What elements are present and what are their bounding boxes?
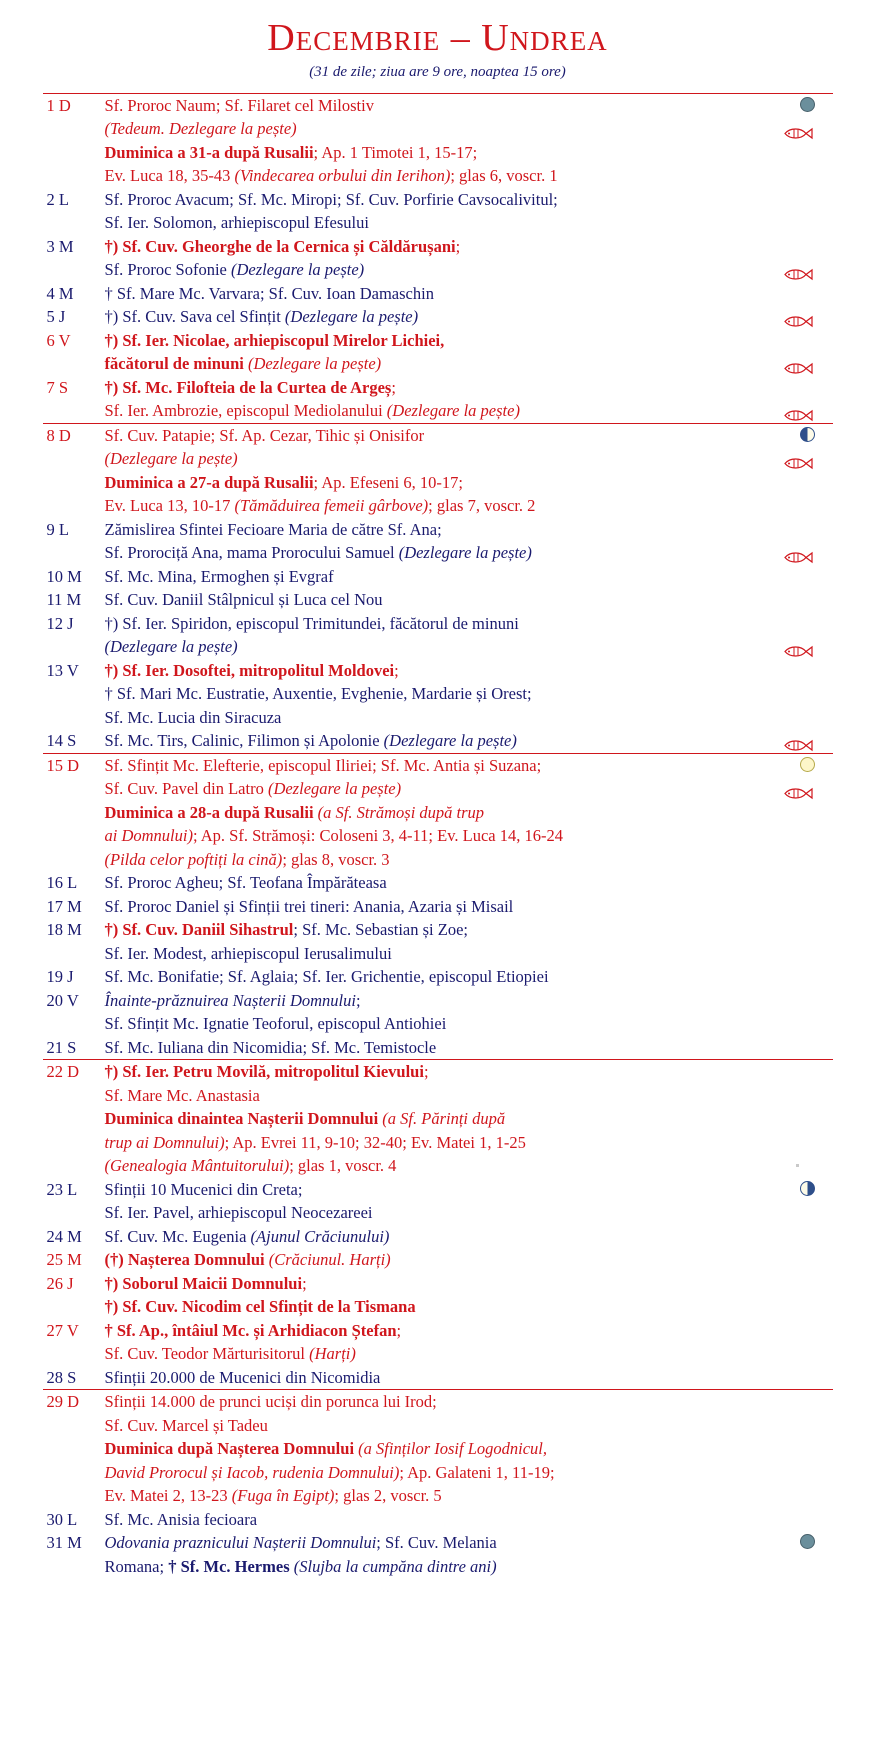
entry-text: ; glas 7, voscr. 2	[428, 496, 536, 516]
day-label: 9 L	[46, 519, 69, 539]
day-label: 28 S	[46, 1367, 77, 1387]
calendar-day-row	[43, 918, 833, 965]
entry-text: ai Domnului)	[104, 826, 193, 846]
entry-line	[105, 282, 805, 306]
fish-icon	[783, 551, 813, 564]
day-label: 24 M	[46, 1226, 82, 1246]
entry-text: Sf. Cuv. Daniil Stâlpnicul și Luca cel Nou	[104, 590, 383, 610]
entry-text: †) Sf. Cuv. Nicodim cel Sfințit de la Tismana	[104, 1297, 416, 1317]
entry-line	[105, 447, 805, 471]
day-label: 19 J	[46, 967, 74, 987]
entry-text: Odovania praznicului Nașterii Domnului	[104, 1533, 377, 1553]
entry-text: Sf. Cuv. Pavel din Latro	[104, 779, 268, 799]
entry-line	[105, 824, 805, 848]
entry-line	[105, 1178, 805, 1202]
entry-line	[105, 1555, 805, 1579]
entry-line	[105, 1225, 805, 1249]
page-artifact-dot	[796, 1164, 799, 1167]
entry-text: (a Sf. Strămoși după trup	[317, 802, 485, 822]
entry-line	[105, 965, 805, 989]
entry-line	[105, 1036, 805, 1060]
calendar-day-row	[43, 895, 833, 919]
entry-text: (Dezlegare la pește)	[231, 260, 365, 280]
day-entry	[105, 965, 833, 989]
day-label: 25 M	[46, 1250, 82, 1270]
entry-text: †) Sf. Mc. Filofteia de la Curtea de Argeș	[104, 377, 392, 397]
moon-phase-icon	[800, 1534, 815, 1549]
entry-line	[105, 188, 805, 212]
moon-phase-icon	[800, 1181, 815, 1196]
entry-text: ; Ap. Galateni 1, 11-19;	[399, 1462, 555, 1482]
entry-text: Sf. Ier. Pavel, arhiepiscopul Neocezareei	[104, 1203, 373, 1223]
entry-line	[105, 1461, 805, 1485]
entry-text: Sfinții 14.000 de prunci uciși din porunca lui Irod;	[104, 1392, 437, 1412]
entry-text: Înainte-prăznuirea Nașterii Domnului	[104, 990, 356, 1010]
entry-line	[105, 235, 805, 259]
calendar-day-row	[43, 965, 833, 989]
day-label: 20 V	[46, 990, 79, 1010]
entry-line	[105, 329, 805, 353]
fasting-mark	[783, 117, 827, 141]
entry-text: Zămislirea Sfintei Fecioare Maria de către Sf. Ana;	[104, 519, 442, 539]
entry-text: Sf. Ier. Solomon, arhiepiscopul Efesului	[104, 213, 369, 233]
fasting-mark	[783, 352, 827, 376]
entry-text: Sf. Proroc Agheu; Sf. Teofana Împărăteasa	[104, 873, 387, 893]
entry-text: (Tămăduirea femeii gârbove)	[234, 496, 429, 516]
entry-text: ;	[391, 377, 396, 397]
entry-line	[105, 211, 805, 235]
entry-text: Sf. Ier. Ambrozie, episcopul Mediolanului	[104, 401, 387, 421]
calendar-day-row	[43, 518, 833, 565]
entry-text: Ev. Matei 2, 13-23	[104, 1486, 232, 1506]
entry-text: † Sf. Mari Mc. Eustratie, Auxentie, Evghenie, Mardarie și Orest;	[104, 684, 532, 704]
entry-text: †) Sf. Cuv. Gheorghe de la Cernica și Căldărușani	[104, 236, 456, 256]
day-label: 23 L	[46, 1179, 78, 1199]
day-label: 7 S	[46, 377, 69, 397]
fasting-mark	[783, 447, 827, 471]
calendar-list	[43, 93, 833, 1579]
entry-text: (Vindecarea orbului din Ierihon)	[234, 166, 451, 186]
entry-text: †) Sf. Ier. Spiridon, episcopul Trimitundei, făcătorul de minuni	[104, 613, 519, 633]
entry-text: (Dezlegare la pește)	[284, 307, 419, 327]
entry-line	[105, 258, 805, 282]
day-entry	[105, 989, 833, 1036]
calendar-day-row	[43, 754, 833, 872]
day-entry	[105, 729, 833, 753]
entry-line	[105, 1414, 805, 1438]
entry-text: Sf. Cuv. Mc. Eugenia	[104, 1226, 251, 1246]
calendar-week	[43, 753, 833, 1060]
day-label: 16 L	[46, 873, 78, 893]
entry-text: † Sf. Ap., întâiul Mc. și Arhidiacon Ștefan	[104, 1320, 397, 1340]
entry-line	[105, 706, 805, 730]
calendar-week	[43, 93, 833, 423]
entry-text: Sf. Mc. Tirs, Calinic, Filimon și Apolonie	[104, 731, 384, 751]
day-label: 29 D	[46, 1392, 80, 1412]
entry-text: (Slujba la cumpăna dintre ani)	[293, 1556, 497, 1576]
entry-text: Sf. Mare Mc. Anastasia	[104, 1085, 260, 1105]
entry-text: ; Sf. Cuv. Melania	[376, 1533, 497, 1553]
entry-text: Sf. Sfințit Mc. Ignatie Teoforul, episcopul Antiohiei	[104, 1014, 447, 1034]
day-entry	[105, 895, 833, 919]
entry-line	[105, 305, 805, 329]
calendar-day-row	[43, 588, 833, 612]
day-label: 17 M	[46, 896, 82, 916]
calendar-day-row	[43, 565, 833, 589]
entry-line	[105, 1484, 805, 1508]
entry-line	[105, 1366, 805, 1390]
entry-text: Duminica dinaintea Nașterii Domnului	[104, 1109, 383, 1129]
entry-text: ;	[302, 1273, 307, 1293]
entry-line	[105, 754, 805, 778]
calendar-day-row	[43, 1225, 833, 1249]
fish-icon	[783, 457, 813, 470]
day-entry	[105, 1272, 833, 1319]
day-entry	[105, 918, 833, 965]
entry-line	[105, 565, 805, 589]
calendar-day-row	[43, 1178, 833, 1225]
entry-line	[105, 777, 805, 801]
entry-line	[105, 1295, 805, 1319]
day-label: 6 V	[46, 330, 71, 350]
fish-icon	[783, 268, 813, 281]
page-subtitle: (31 de zile; ziua are 9 ore, noaptea 15 ore)	[309, 63, 566, 80]
day-entry	[105, 94, 833, 188]
entry-text: (†) Nașterea Domnului	[104, 1250, 269, 1270]
entry-line	[105, 1201, 805, 1225]
day-entry	[105, 1390, 833, 1508]
day-label: 5 J	[46, 307, 66, 327]
fasting-mark	[783, 305, 827, 329]
entry-text: Sf. Cuv. Teodor Mărturisitorul	[104, 1344, 310, 1364]
entry-line	[105, 895, 805, 919]
calendar-day-row	[43, 1319, 833, 1366]
entry-text: Duminica după Nașterea Domnului	[104, 1439, 359, 1459]
page-title: Decembrie – Undrea	[267, 17, 608, 59]
entry-line	[105, 471, 805, 495]
entry-text: ;	[396, 1320, 402, 1340]
entry-line	[105, 1390, 805, 1414]
entry-text: (Dezlegare la pește)	[267, 779, 402, 799]
entry-text: ; glas 1, voscr. 4	[289, 1156, 397, 1176]
entry-text: Sf. Mc. Iuliana din Nicomidia; Sf. Mc. Temistocle	[104, 1037, 437, 1057]
fish-icon	[783, 315, 813, 328]
entry-line	[105, 494, 805, 518]
calendar-day-row	[43, 1036, 833, 1060]
entry-line	[105, 1508, 805, 1532]
entry-text: Sf. Mc. Bonifatie; Sf. Aglaia; Sf. Ier. Grichentie, episcopul Etiopiei	[104, 967, 549, 987]
fish-icon	[783, 409, 813, 422]
day-entry	[105, 235, 833, 282]
day-entry	[105, 1531, 833, 1578]
fish-icon	[783, 362, 813, 375]
entry-line	[105, 1084, 805, 1108]
entry-text: Ev. Luca 13, 10-17	[104, 496, 235, 516]
entry-text: David Prorocul și Iacob, rudenia Domnului)	[104, 1462, 400, 1482]
day-entry	[105, 518, 833, 565]
entry-text: (Dezlegare la pește)	[398, 543, 532, 563]
entry-text: ; Ap. Sf. Strămoși: Coloseni 3, 4-11; Ev. Luca 14, 16-24	[192, 826, 563, 846]
fish-icon	[783, 645, 813, 658]
entry-line	[105, 1131, 805, 1155]
entry-text: ; glas 2, voscr. 5	[334, 1486, 442, 1506]
day-entry	[105, 754, 833, 872]
entry-text: ; Sf. Mc. Sebastian și Zoe;	[293, 920, 468, 940]
day-entry	[105, 1225, 833, 1249]
fasting-mark	[783, 729, 827, 753]
day-label: 27 V	[46, 1320, 79, 1340]
entry-line	[105, 518, 805, 542]
calendar-day-row	[43, 376, 833, 423]
entry-line	[105, 1060, 805, 1084]
day-label: 22 D	[46, 1062, 80, 1082]
entry-text: Romana;	[104, 1556, 169, 1576]
entry-line	[105, 729, 805, 753]
entry-line	[105, 164, 805, 188]
entry-text: †) Soborul Maicii Domnului	[104, 1273, 303, 1293]
calendar-day-row	[43, 612, 833, 659]
entry-text: ;	[355, 990, 361, 1010]
entry-text: trup ai Domnului)	[104, 1132, 225, 1152]
entry-text: † Sf. Mare Mc. Varvara; Sf. Cuv. Ioan Damaschin	[104, 283, 434, 303]
day-label: 11 M	[46, 590, 82, 610]
day-entry	[105, 871, 833, 895]
calendar-day-row	[43, 989, 833, 1036]
entry-line	[105, 801, 805, 825]
fasting-mark	[783, 635, 827, 659]
entry-text: făcătorul de minuni	[104, 354, 248, 374]
entry-line	[105, 848, 805, 872]
entry-line	[105, 1012, 805, 1036]
fasting-mark	[783, 541, 827, 565]
entry-text: Sfinții 20.000 de Mucenici din Nicomidia	[104, 1367, 381, 1387]
calendar-week	[43, 423, 833, 753]
entry-text: (Tedeum. Dezlegare la pește)	[104, 119, 297, 139]
day-entry	[105, 1366, 833, 1390]
day-entry	[105, 588, 833, 612]
day-entry	[105, 376, 833, 423]
day-label: 15 D	[46, 755, 80, 775]
day-label: 3 M	[46, 236, 74, 256]
day-entry	[105, 424, 833, 518]
entry-line	[105, 1248, 805, 1272]
entry-text: Sfinții 10 Mucenici din Creta;	[104, 1179, 303, 1199]
calendar-day-row	[43, 282, 833, 306]
entry-text: Sf. Mc. Lucia din Siracuza	[104, 707, 282, 727]
entry-text: Ev. Luca 18, 35-43	[104, 166, 235, 186]
entry-text: †) Sf. Ier. Nicolae, arhiepiscopul Mirelor Lichiei,	[104, 330, 445, 350]
entry-text: (Ajunul Crăciunului)	[250, 1226, 390, 1246]
entry-line	[105, 659, 805, 683]
calendar-day-row	[43, 188, 833, 235]
page-header	[0, 0, 875, 81]
entry-text: (a Sf. Părinți după	[382, 1109, 506, 1129]
entry-line	[105, 1531, 805, 1555]
calendar-day-row	[43, 1531, 833, 1578]
day-label: 13 V	[46, 660, 79, 680]
entry-line	[105, 117, 805, 141]
entry-text: (a Sfinților Iosif Logodnicul,	[358, 1439, 547, 1459]
entry-line	[105, 942, 805, 966]
entry-text: (Harți)	[309, 1344, 356, 1364]
entry-line	[105, 989, 805, 1013]
calendar-day-row	[43, 329, 833, 376]
fasting-mark	[783, 777, 827, 801]
day-entry	[105, 565, 833, 589]
calendar-day-row	[43, 1272, 833, 1319]
calendar-week	[43, 1059, 833, 1389]
fish-icon	[783, 739, 813, 752]
entry-text: ; glas 8, voscr. 3	[282, 849, 390, 869]
calendar-day-row	[43, 729, 833, 753]
entry-text: Sf. Proroc Daniel și Sfinții trei tineri: Anania, Azaria și Misail	[104, 896, 514, 916]
calendar-day-row	[43, 94, 833, 188]
entry-text: (Crăciunul. Harți)	[268, 1250, 391, 1270]
entry-text: (Fuga în Egipt)	[231, 1486, 335, 1506]
calendar-day-row	[43, 1366, 833, 1390]
entry-text: ;	[455, 236, 461, 256]
entry-text: †) Sf. Ier. Petru Movilă, mitropolitul Kievului	[104, 1062, 424, 1082]
day-entry	[105, 329, 833, 376]
calendar-day-row	[43, 1508, 833, 1532]
day-entry	[105, 612, 833, 659]
entry-line	[105, 141, 805, 165]
day-entry	[105, 1036, 833, 1060]
calendar-day-row	[43, 305, 833, 329]
day-entry	[105, 1248, 833, 1272]
day-label: 4 M	[46, 283, 74, 303]
entry-line	[105, 1272, 805, 1296]
entry-line	[105, 541, 805, 565]
day-entry	[105, 1319, 833, 1366]
fish-icon	[783, 127, 813, 140]
entry-text: (Dezlegare la pește)	[383, 731, 517, 751]
day-label: 21 S	[46, 1037, 77, 1057]
entry-text: ; Ap. Efeseni 6, 10-17;	[313, 472, 463, 492]
entry-text: Duminica a 31-a după Rusalii	[104, 142, 314, 162]
entry-text: Sf. Cuv. Patapie; Sf. Ap. Cezar, Tihic și Onisifor	[104, 425, 425, 445]
moon-phase-icon	[800, 427, 815, 442]
entry-text: (Pilda celor poftiți la cină)	[104, 849, 283, 869]
entry-line	[105, 588, 805, 612]
day-label: 14 S	[46, 731, 77, 751]
entry-text: Sf. Proroc Sofonie	[104, 260, 231, 280]
day-entry	[105, 1178, 833, 1225]
entry-text: Sf. Ier. Modest, arhiepiscopul Ierusalimului	[104, 943, 392, 963]
entry-text: ;	[423, 1062, 429, 1082]
entry-line	[105, 918, 805, 942]
entry-text: ; Ap. 1 Timotei 1, 15-17;	[313, 142, 478, 162]
entry-text: †) Sf. Ier. Dosoftei, mitropolitul Moldovei	[104, 660, 395, 680]
fasting-mark	[783, 399, 827, 423]
entry-line	[105, 682, 805, 706]
entry-line	[105, 1342, 805, 1366]
day-entry	[105, 305, 833, 329]
entry-text: Sf. Proroc Avacum; Sf. Mc. Miropi; Sf. Cuv. Porfirie Cavsocalivitul;	[104, 189, 558, 209]
entry-text: (Dezlegare la pește)	[386, 401, 520, 421]
calendar-day-row	[43, 659, 833, 730]
entry-text: Sf. Proroc Naum; Sf. Filaret cel Milostiv	[104, 95, 374, 115]
entry-text: Sf. Mc. Mina, Ermoghen și Evgraf	[104, 566, 334, 586]
entry-text: (Genealogia Mântuitorului)	[104, 1156, 290, 1176]
entry-line	[105, 612, 805, 636]
calendar-day-row	[43, 1390, 833, 1508]
day-entry	[105, 1508, 833, 1532]
day-label: 8 D	[46, 425, 71, 445]
calendar-day-row	[43, 235, 833, 282]
entry-line	[105, 399, 805, 423]
day-entry	[105, 1060, 833, 1178]
moon-phase-icon	[800, 757, 815, 772]
entry-line	[105, 94, 805, 118]
fish-icon	[783, 787, 813, 800]
day-label: 10 M	[46, 566, 82, 586]
entry-line	[105, 1154, 805, 1178]
day-label: 31 M	[46, 1533, 82, 1553]
fasting-mark	[783, 258, 827, 282]
entry-line	[105, 1437, 805, 1461]
entry-text: ; Ap. Evrei 11, 9-10; 32-40; Ev. Matei 1, 1-25	[224, 1132, 526, 1152]
entry-line	[105, 424, 805, 448]
day-label: 12 J	[46, 613, 74, 633]
entry-text: Duminica a 28-a după Rusalii	[104, 802, 318, 822]
entry-text: (Dezlegare la pește)	[104, 449, 238, 469]
day-label: 18 M	[46, 920, 82, 940]
entry-text: Duminica a 27-a după Rusalii	[104, 472, 314, 492]
day-entry	[105, 659, 833, 730]
day-entry	[105, 282, 833, 306]
entry-text: Sf. Mc. Anisia fecioara	[104, 1509, 258, 1529]
calendar-day-row	[43, 871, 833, 895]
moon-phase-icon	[800, 97, 815, 112]
entry-line	[105, 1319, 805, 1343]
day-label: 30 L	[46, 1509, 78, 1529]
day-label: 1 D	[46, 95, 71, 115]
calendar-day-row	[43, 424, 833, 518]
entry-text: †) Sf. Cuv. Daniil Sihastrul	[104, 920, 294, 940]
entry-text: (Dezlegare la pește)	[104, 637, 238, 657]
day-label: 2 L	[46, 189, 69, 209]
entry-text: †) Sf. Cuv. Sava cel Sfințit	[104, 307, 285, 327]
entry-line	[105, 871, 805, 895]
entry-line	[105, 352, 805, 376]
entry-text: (Dezlegare la pește)	[247, 354, 382, 374]
entry-line	[105, 376, 805, 400]
entry-line	[105, 635, 805, 659]
calendar-day-row	[43, 1060, 833, 1178]
entry-text: Sf. Sfințit Mc. Elefterie, episcopul Iliriei; Sf. Mc. Antia și Suzana;	[104, 755, 542, 775]
day-label: 26 J	[46, 1273, 74, 1293]
entry-text: Sf. Cuv. Marcel și Tadeu	[104, 1415, 268, 1435]
calendar-week	[43, 1389, 833, 1578]
entry-text: ;	[394, 660, 399, 680]
entry-text: Sf. Prorociță Ana, mama Prorocului Samuel	[104, 543, 399, 563]
entry-line	[105, 1107, 805, 1131]
entry-text: ; glas 6, voscr. 1	[450, 166, 558, 186]
calendar-day-row	[43, 1248, 833, 1272]
entry-text: † Sf. Mc. Hermes	[168, 1556, 294, 1576]
day-entry	[105, 188, 833, 235]
